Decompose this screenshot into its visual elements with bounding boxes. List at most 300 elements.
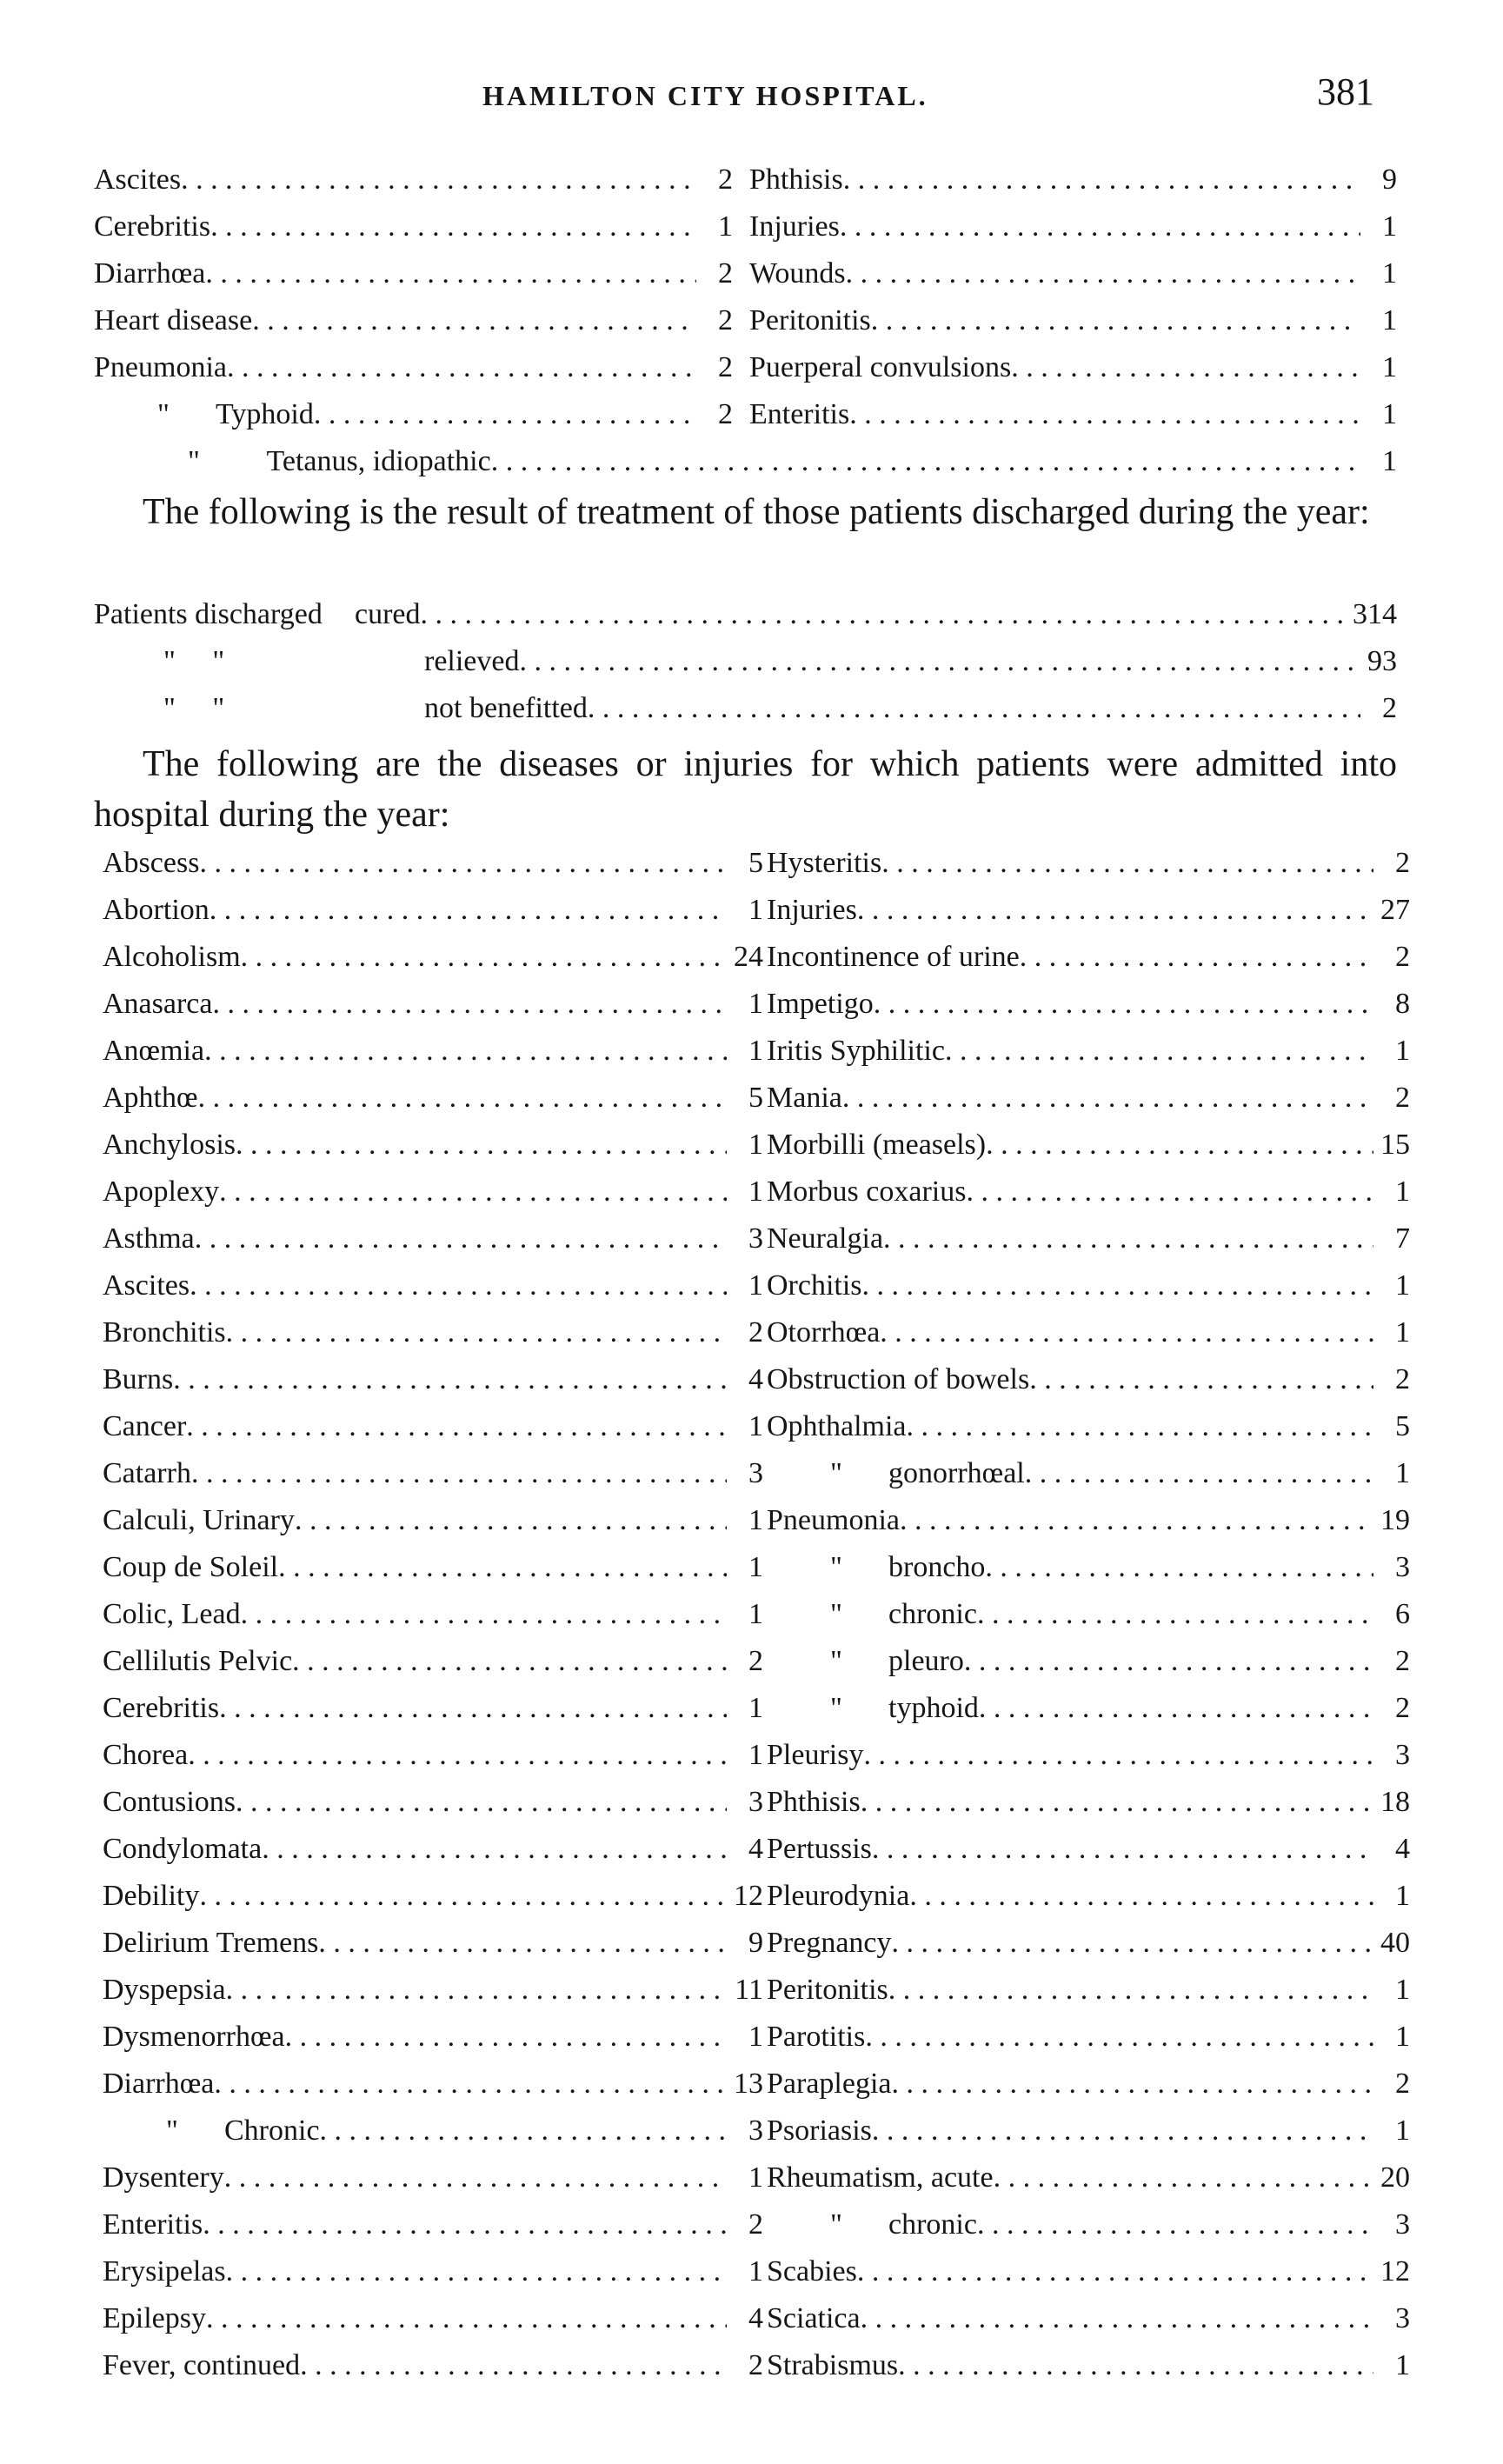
discharged-list [94,598,1397,739]
dot-leader [849,398,1360,431]
dot-leader [857,894,1373,927]
list-item [767,847,1410,894]
entry-count: 11 [735,1974,763,2006]
entry-label: Cerebritis [103,1692,220,1724]
dot-leader [252,304,696,337]
entry-count: 1 [718,210,733,243]
entry-count: 1 [1382,351,1397,383]
entry-label: Epilepsy [103,2302,206,2334]
list-item [767,2208,1410,2255]
dot-leader [227,351,696,384]
entry-count: 12 [734,1880,763,1912]
dot-leader [861,2302,1373,2335]
entry-count: 2 [718,257,733,290]
entry-count: 2 [1395,1363,1410,1395]
dot-leader [226,2255,727,2288]
paragraph-discharged: The following is the result of treatment of those patients discharged during the year: [143,492,1370,532]
list-item [103,894,763,941]
entry-label: Neuralgia [767,1222,884,1255]
entry-count: 1 [748,1035,763,1067]
list-item [103,847,763,894]
entry-count: 1 [748,1739,763,1771]
dot-leader [871,304,1360,337]
list-item [767,2349,1410,2396]
entry-count: 1 [1395,1316,1410,1349]
entry-label: typhoid [888,1692,979,1724]
list-item [103,2068,763,2114]
entry-count: 4 [748,1363,763,1395]
list-item [767,1410,1410,1457]
dot-leader [209,894,727,927]
entry-label: cured [355,598,421,630]
entry-label: Mania [767,1082,842,1114]
list-item [103,1035,763,1082]
entry-label: Anœmia [103,1035,205,1067]
entry-count: 1 [1382,398,1397,430]
list-item [767,1880,1410,1927]
entry-count: 2 [1395,1645,1410,1677]
entry-label: Obstruction of bowels [767,1363,1030,1395]
dot-leader [320,2114,727,2148]
paragraph-admitted: The following are the diseases or injuries for which patients were admitted into hospital during the year: [94,744,1397,835]
dot-leader [219,1175,727,1209]
dot-leader [846,257,1360,290]
list-item [103,941,763,988]
entry-label: Colic, Lead [103,1598,241,1630]
entry-count: 3 [748,1222,763,1255]
dot-leader [206,2302,727,2335]
dot-leader [226,1316,727,1349]
entry-count: 2 [718,163,733,196]
entry-count: 1 [748,2161,763,2194]
entry-count: 1 [1382,445,1397,477]
dot-leader [1029,1363,1373,1396]
dot-leader [874,988,1373,1021]
entry-count: 2 [1395,847,1410,879]
entry-label: Pneumonia [94,351,227,383]
list-item [103,1082,763,1129]
list-item [767,1974,1410,2021]
ditto-mark: " [166,2114,178,2147]
entry-label: Delirium Tremens [103,1927,319,1959]
entry-label: Abortion [103,894,209,926]
dot-leader [195,1222,727,1255]
entry-label: Heart disease [94,304,253,336]
dot-leader [985,1551,1373,1584]
entry-count: 2 [748,2349,763,2381]
dot-leader [295,1504,727,1537]
entry-label: Morbilli (measels) [767,1129,987,1161]
dot-leader [881,847,1373,880]
list-item [767,2302,1410,2349]
entry-count: 4 [1395,1833,1410,1865]
entry-label: Ascites [103,1269,190,1302]
entry-label: Coup de Soleil [103,1551,279,1583]
list-item [94,645,1397,692]
list-item [767,1504,1410,1551]
entry-count: 1 [748,2255,763,2288]
entry-label: Dysmenorrhœa [103,2021,285,2053]
list-item [767,1175,1410,1222]
entry-label: Alcoholism [103,941,241,973]
dot-leader [300,2349,727,2382]
dot-leader [977,1598,1373,1631]
list-item [767,2021,1410,2068]
entry-label: Apoplexy [103,1175,220,1208]
dot-leader [977,2208,1373,2241]
deaths-left-column [94,163,733,445]
list-item [767,1739,1410,1786]
dot-leader [909,1880,1373,1913]
list-item [749,257,1397,304]
entry-label: Dysentery [103,2161,224,2194]
list-item [767,2161,1410,2208]
list-item [103,1880,763,1927]
entry-label: Phthisis [749,163,843,196]
entry-count: 2 [748,2208,763,2241]
entry-count: 1 [1395,1035,1410,1067]
dot-leader [842,1082,1373,1115]
dot-leader [236,1129,727,1162]
entry-count: 1 [748,1269,763,1302]
dot-leader [199,1880,727,1913]
dot-leader [173,1363,727,1396]
dot-leader [872,1833,1373,1866]
list-item [103,2255,763,2302]
entry-label: Bronchitis [103,1316,226,1349]
dot-leader [883,1222,1373,1255]
entry-label: Impetigo [767,988,874,1020]
list-item [94,445,1397,492]
list-item [103,1410,763,1457]
dot-leader [224,2161,727,2194]
dot-leader [907,1410,1373,1443]
entry-label: Wounds [749,257,846,290]
list-item [103,2114,763,2161]
entry-label: Diarrhœa [103,2068,215,2100]
entry-count: 3 [1395,1739,1410,1771]
entry-label: Cellilutis Pelvic [103,1645,293,1677]
dot-leader [865,2021,1373,2054]
ditto-mark: " [188,445,200,477]
list-item [103,1363,763,1410]
dot-leader [1020,941,1373,974]
entry-label: Contusions [103,1786,236,1818]
list-item [767,1316,1410,1363]
list-item [767,1927,1410,1974]
entry-count: 1 [748,894,763,926]
entry-label: Diarrhœa [94,257,206,290]
dot-leader [1025,1457,1373,1490]
ditto-mark: " [830,1598,842,1630]
list-item [767,894,1410,941]
entry-label: Abscess [103,847,200,879]
dot-leader [278,1551,727,1584]
entry-count: 1 [748,1598,763,1630]
entry-prefix: " " [163,692,225,724]
entry-label: Enteritis [749,398,850,430]
ditto-mark: " [830,1551,842,1583]
entry-count: 40 [1380,1927,1410,1959]
entry-label: Tetanus, idiopathic [266,445,491,477]
entry-count: 8 [1395,988,1410,1020]
entry-label: Rheumatism, acute [767,2161,994,2194]
entry-count: 1 [748,988,763,1020]
dot-leader [964,1645,1373,1678]
list-item [767,941,1410,988]
entry-count: 1 [1382,304,1397,336]
entry-count: 3 [748,2114,763,2147]
dot-leader [892,2068,1374,2101]
entry-label: Catarrh [103,1457,191,1489]
list-item [767,1598,1410,1645]
list-item [767,1269,1410,1316]
list-item [749,398,1397,445]
dot-leader [219,1692,727,1725]
list-item [94,598,1397,645]
entry-label: Ophthalmia [767,1410,907,1442]
dot-leader [285,2021,727,2054]
entry-count: 314 [1353,598,1397,630]
list-item [103,1129,763,1175]
entry-label: Morbus coxarius [767,1175,967,1208]
entry-count: 1 [748,1129,763,1161]
entry-count: 3 [748,1786,763,1818]
entry-prefix: " " [163,645,225,677]
entry-label: Paraplegia [767,2068,892,2100]
entry-label: Hysteritis [767,847,882,879]
dot-leader [241,1598,727,1631]
list-item [767,2068,1410,2114]
list-item [94,257,733,304]
list-item [103,1598,763,1645]
deaths-full-width-row [94,445,1397,492]
page-number: 381 [1317,70,1374,113]
entry-count: 5 [748,847,763,879]
entry-label: Asthma [103,1222,195,1255]
list-item [103,1222,763,1269]
entry-count: 2 [718,351,733,383]
list-item [767,1035,1410,1082]
entry-count: 3 [1395,2208,1410,2241]
dot-leader [994,2161,1373,2194]
list-item [94,304,733,351]
entry-count: 1 [1395,1269,1410,1302]
list-item [749,163,1397,210]
entry-count: 3 [1395,1551,1410,1583]
entry-label: pleuro [888,1645,964,1677]
dot-leader [863,1739,1373,1772]
running-head: HAMILTON CITY HOSPITAL. [482,80,928,111]
entry-label: Aphthœ [103,1082,198,1114]
entry-label: Dyspepsia [103,1974,226,2006]
entry-count: 1 [1382,210,1397,243]
entry-label: Pneumonia [767,1504,900,1536]
deaths-right-column [749,163,1397,445]
dot-leader [1011,351,1360,384]
dot-leader [491,445,1360,478]
list-item [767,1645,1410,1692]
dot-leader [857,2255,1373,2288]
entry-count: 1 [748,1551,763,1583]
entry-label: Pleurodynia [767,1880,910,1912]
entry-label: Cancer [103,1410,187,1442]
ditto-mark: " [830,1692,842,1724]
dot-leader [872,2114,1373,2148]
dot-leader [945,1035,1373,1068]
entry-count: 19 [1380,1504,1410,1536]
dot-leader [198,1082,727,1115]
entry-label: not benefitted [424,692,588,724]
dot-leader [190,1269,727,1302]
dot-leader [188,1739,727,1772]
entry-label: Pertussis [767,1833,872,1865]
list-item [103,1175,763,1222]
entry-count: 2 [1395,1082,1410,1114]
dot-leader [888,1974,1373,2007]
list-item [103,1974,763,2021]
entry-count: 2 [1395,1692,1410,1724]
list-item [103,1551,763,1598]
list-item [103,2302,763,2349]
entry-count: 13 [734,2068,763,2100]
dot-leader [898,2349,1373,2382]
entry-count: 2 [718,304,733,336]
dot-leader [840,210,1360,243]
dot-leader [520,645,1361,678]
entry-count: 9 [748,1927,763,1959]
entry-count: 1 [1395,1974,1410,2006]
list-item [94,692,1397,739]
entry-label: Fever, continued [103,2349,301,2381]
entry-label: Pregnancy [767,1927,892,1959]
dot-leader [181,163,696,196]
list-item [94,163,733,210]
dot-leader [226,1974,727,2007]
entry-label: Peritonitis [749,304,871,336]
list-item [103,2161,763,2208]
list-item [767,1692,1410,1739]
list-item [103,1457,763,1504]
list-item [749,210,1397,257]
ditto-mark: " [830,1645,842,1677]
dot-leader [314,398,696,431]
entry-count: 12 [1380,2255,1410,2288]
entry-count: 1 [1395,2021,1410,2053]
entry-label: Enteritis [103,2208,203,2241]
entry-label: Orchitis [767,1269,862,1302]
entry-count: 27 [1380,894,1410,926]
entry-count: 2 [748,1316,763,1349]
entry-label: Chorea [103,1739,189,1771]
entry-count: 1 [1382,257,1397,290]
entry-count: 5 [748,1082,763,1114]
list-item [94,210,733,257]
list-item [103,1269,763,1316]
entry-count: 4 [748,2302,763,2334]
entry-label: Anasarca [103,988,213,1020]
list-item [103,1927,763,1974]
entry-label: Iritis Syphilitic [767,1035,945,1067]
dot-leader [986,1129,1373,1162]
dot-leader [880,1316,1373,1349]
entry-count: 2 [1382,692,1397,724]
entry-label: Burns [103,1363,174,1395]
entry-label: Strabismus [767,2349,899,2381]
entry-count: 1 [1395,1880,1410,1912]
entry-count: 93 [1367,645,1397,677]
list-item [103,2021,763,2068]
dot-leader [979,1692,1373,1725]
entry-count: 2 [748,1645,763,1677]
entry-label: Injuries [767,894,857,926]
entry-count: 2 [718,398,733,430]
entry-prefix: Patients discharged [94,598,323,630]
entry-count: 5 [1395,1410,1410,1442]
entry-count: 1 [748,1692,763,1724]
list-item [749,304,1397,351]
list-item [767,1129,1410,1175]
entry-count: 1 [748,2021,763,2053]
entry-label: Incontinence of urine [767,941,1020,973]
list-item [767,1363,1410,1410]
admitted-right-column [767,847,1410,2396]
entry-count: 3 [1395,2302,1410,2334]
entry-label: Peritonitis [767,1974,888,2006]
entry-label: Injuries [749,210,840,243]
entry-count: 6 [1395,1598,1410,1630]
entry-label: Pleurisy [767,1739,864,1771]
list-item [103,1504,763,1551]
dot-leader [212,988,727,1021]
dot-leader [966,1175,1373,1209]
entry-count: 9 [1382,163,1397,196]
entry-count: 1 [748,1175,763,1208]
list-item [767,1786,1410,1833]
entry-label: Otorrhœa [767,1316,881,1349]
entry-label: Cerebritis [94,210,211,243]
entry-label: Debility [103,1880,200,1912]
list-item [103,1739,763,1786]
entry-label: gonorrhœal [888,1457,1025,1489]
dot-leader [199,847,727,880]
dot-leader [203,2208,727,2241]
list-item [103,1645,763,1692]
dot-leader [292,1645,727,1678]
entry-count: 2 [1395,2068,1410,2100]
list-item [103,1692,763,1739]
entry-label: Calculi, Urinary [103,1504,295,1536]
entry-count: 20 [1380,2161,1410,2194]
list-item [749,351,1397,398]
ditto-mark: " [830,2208,842,2241]
dot-leader [241,941,727,974]
dot-leader [186,1410,727,1443]
entry-count: 24 [734,941,763,973]
dot-leader [191,1457,727,1490]
entry-label: Erysipelas [103,2255,226,2288]
list-item [103,1833,763,1880]
entry-label: chronic [888,1598,977,1630]
entry-count: 1 [1395,1175,1410,1208]
entry-label: relieved [424,645,520,677]
admitted-left-column [103,847,763,2396]
entry-label: Parotitis [767,2021,866,2053]
dot-leader [588,692,1360,725]
list-item [103,2349,763,2396]
list-item [767,2255,1410,2302]
list-item [103,1316,763,1363]
